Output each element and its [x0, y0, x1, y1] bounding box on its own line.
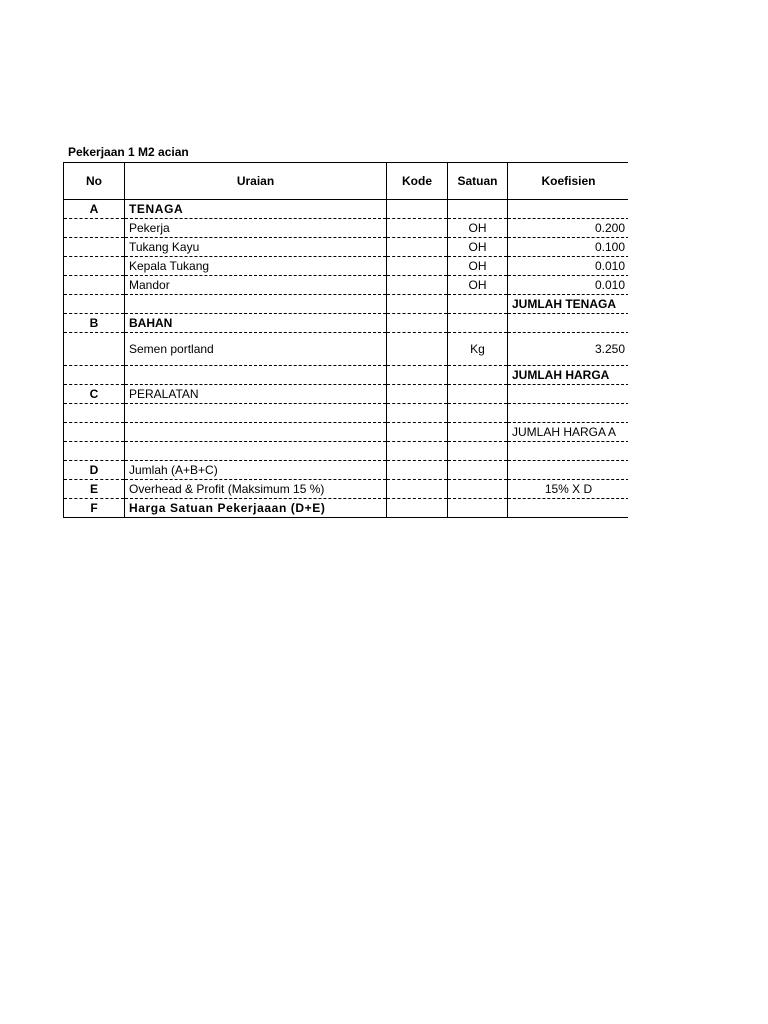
cell-koefisien[interactable]	[508, 404, 629, 423]
cell-satuan[interactable]	[448, 314, 508, 333]
cell-no[interactable]	[64, 366, 125, 385]
cell-uraian[interactable]: Kepala Tukang	[125, 257, 387, 276]
cell-kode[interactable]	[387, 238, 448, 257]
cell-uraian[interactable]	[125, 442, 387, 461]
cell-no[interactable]: E	[64, 480, 125, 499]
cell-satuan[interactable]: OH	[448, 276, 508, 295]
page-title: Pekerjaan 1 M2 acian	[68, 145, 189, 159]
cell-no[interactable]: F	[64, 499, 125, 518]
cell-no[interactable]	[64, 238, 125, 257]
cell-koefisien[interactable]: 15% X D	[508, 480, 629, 499]
cell-no[interactable]: D	[64, 461, 125, 480]
cell-koefisien[interactable]	[508, 442, 629, 461]
cell-no[interactable]	[64, 333, 125, 366]
cell-kode[interactable]	[387, 295, 448, 314]
table-row	[64, 366, 629, 385]
cell-kode[interactable]	[387, 333, 448, 366]
table-row	[64, 499, 629, 518]
cell-kode[interactable]	[387, 366, 448, 385]
cell-no[interactable]: B	[64, 314, 125, 333]
header-kode[interactable]: Kode	[387, 163, 448, 200]
cell-no[interactable]	[64, 276, 125, 295]
cell-satuan[interactable]	[448, 499, 508, 518]
header-no[interactable]: No	[64, 163, 125, 200]
cell-koefisien[interactable]: 0.010	[508, 276, 629, 295]
cell-satuan[interactable]	[448, 385, 508, 404]
cell-koefisien[interactable]	[508, 461, 629, 480]
cell-no[interactable]	[64, 442, 125, 461]
cell-uraian[interactable]: Mandor	[125, 276, 387, 295]
cell-kode[interactable]	[387, 276, 448, 295]
cell-kode[interactable]	[387, 461, 448, 480]
cell-satuan[interactable]	[448, 200, 508, 219]
cell-uraian[interactable]: Semen portland	[125, 333, 387, 366]
cell-uraian[interactable]: Pekerja	[125, 219, 387, 238]
cell-koefisien[interactable]	[508, 314, 629, 333]
table-row	[64, 333, 629, 366]
table-row	[64, 423, 629, 442]
table-row	[64, 200, 629, 219]
cell-kode[interactable]	[387, 219, 448, 238]
subtotal-label[interactable]: JUMLAH HARGA A	[508, 423, 629, 442]
cell-satuan[interactable]	[448, 480, 508, 499]
cell-no[interactable]: A	[64, 200, 125, 219]
cell-uraian[interactable]: TENAGA	[125, 200, 387, 219]
cell-no[interactable]	[64, 423, 125, 442]
header-satuan[interactable]: Satuan	[448, 163, 508, 200]
cell-koefisien[interactable]: 0.100	[508, 238, 629, 257]
table-row	[64, 238, 629, 257]
cell-satuan[interactable]	[448, 442, 508, 461]
table-row	[64, 480, 629, 499]
cell-uraian[interactable]	[125, 366, 387, 385]
cell-kode[interactable]	[387, 385, 448, 404]
table-row	[64, 276, 629, 295]
cell-kode[interactable]	[387, 257, 448, 276]
cell-no[interactable]	[64, 219, 125, 238]
cell-kode[interactable]	[387, 314, 448, 333]
table-row	[64, 385, 629, 404]
cell-satuan[interactable]	[448, 461, 508, 480]
cell-uraian[interactable]: PERALATAN	[125, 385, 387, 404]
table-row	[64, 442, 629, 461]
cell-satuan[interactable]: OH	[448, 238, 508, 257]
cell-satuan[interactable]: Kg	[448, 333, 508, 366]
cell-uraian[interactable]: BAHAN	[125, 314, 387, 333]
cell-uraian[interactable]: Harga Satuan Pekerjaaan (D+E)	[125, 499, 387, 518]
cell-no[interactable]: C	[64, 385, 125, 404]
table-row	[64, 295, 629, 314]
cell-no[interactable]	[64, 404, 125, 423]
cell-koefisien[interactable]: 0.200	[508, 219, 629, 238]
header-uraian[interactable]: Uraian	[125, 163, 387, 200]
table-row	[64, 404, 629, 423]
cell-satuan[interactable]	[448, 404, 508, 423]
cell-no[interactable]	[64, 257, 125, 276]
cell-uraian[interactable]	[125, 423, 387, 442]
spreadsheet	[63, 162, 628, 518]
cost-analysis-table	[63, 162, 628, 518]
cell-kode[interactable]	[387, 200, 448, 219]
table-row	[64, 314, 629, 333]
cell-koefisien[interactable]	[508, 499, 629, 518]
cell-uraian[interactable]	[125, 295, 387, 314]
subtotal-label[interactable]: JUMLAH TENAGA	[508, 295, 629, 314]
cell-kode[interactable]	[387, 480, 448, 499]
cell-uraian[interactable]: Overhead & Profit (Maksimum 15 %)	[125, 480, 387, 499]
cell-uraian[interactable]: Tukang Kayu	[125, 238, 387, 257]
cell-uraian[interactable]	[125, 404, 387, 423]
cell-kode[interactable]	[387, 499, 448, 518]
cell-kode[interactable]	[387, 442, 448, 461]
cell-koefisien[interactable]	[508, 200, 629, 219]
table-row	[64, 461, 629, 480]
cell-satuan[interactable]	[448, 423, 508, 442]
cell-satuan[interactable]: OH	[448, 219, 508, 238]
subtotal-label[interactable]: JUMLAH HARGA	[508, 366, 629, 385]
cell-no[interactable]	[64, 295, 125, 314]
table-row	[64, 257, 629, 276]
cell-koefisien[interactable]: 0.010	[508, 257, 629, 276]
cell-satuan[interactable]: OH	[448, 257, 508, 276]
header-row	[64, 163, 629, 200]
cell-kode[interactable]	[387, 404, 448, 423]
header-koefisien[interactable]: Koefisien	[508, 163, 629, 200]
cell-kode[interactable]	[387, 423, 448, 442]
cell-satuan[interactable]	[448, 366, 508, 385]
cell-satuan[interactable]	[448, 295, 508, 314]
table-row	[64, 219, 629, 238]
cell-koefisien[interactable]	[508, 385, 629, 404]
cell-koefisien[interactable]: 3.250	[508, 333, 629, 366]
cell-uraian[interactable]: Jumlah (A+B+C)	[125, 461, 387, 480]
